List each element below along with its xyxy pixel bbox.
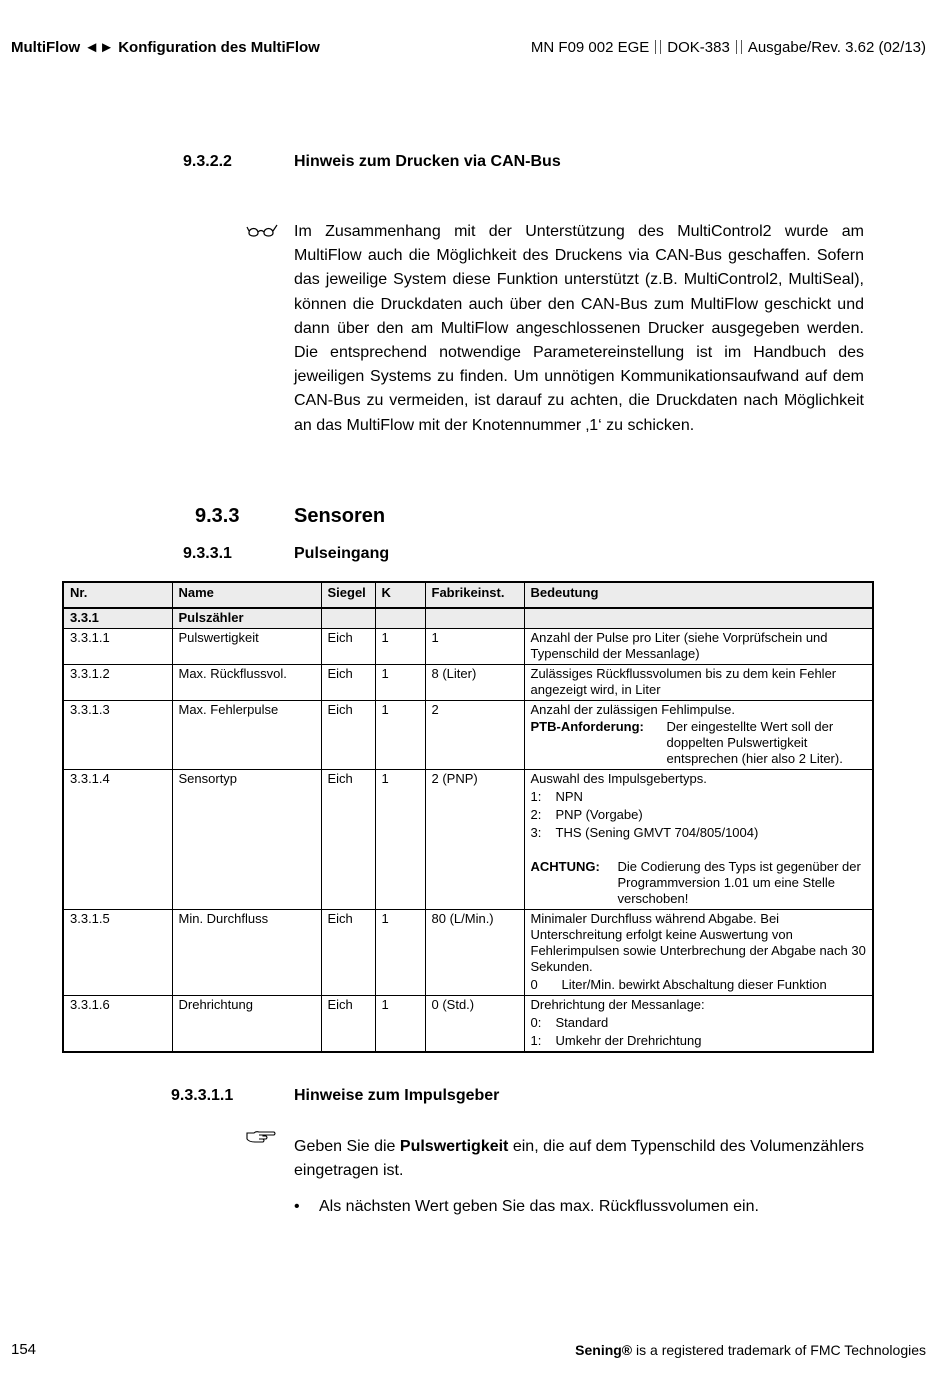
cell-bedeutung: Zulässiges Rückflussvolumen bis zu dem kein Fehler angezeigt wird, in Liter xyxy=(524,665,873,701)
meaning-text: Drehrichtung der Messanlage: xyxy=(530,997,705,1012)
note-label: PTB-Anforderung: xyxy=(530,719,644,734)
cell-siegel: Eich xyxy=(321,665,375,701)
cell-name: Max. Fehlerpulse xyxy=(172,701,321,770)
table-row xyxy=(63,910,873,996)
meaning-text: Auswahl des Impulsgebertyps. xyxy=(530,771,707,786)
section-number: 9.3.3.1 xyxy=(183,545,232,562)
cell-nr: 3.3.1.1 xyxy=(63,629,172,665)
table-row xyxy=(63,665,873,701)
ptb-note xyxy=(531,719,867,767)
page-number: 154 xyxy=(11,1341,37,1358)
impulse-hint-paragraph: Geben Sie die Pulswertigkeit ein, die auf dem Typenschild des Volumenzählers eingetragen ist. xyxy=(294,1138,864,1180)
cell-fabrikeinst: 2 xyxy=(425,701,524,770)
cell-siegel: Eich xyxy=(321,629,375,665)
cell-bedeutung xyxy=(524,910,873,996)
note-label: ACHTUNG: xyxy=(530,859,600,874)
section-title: Hinweis zum Drucken via CAN-Bus xyxy=(294,153,561,170)
cell-k: 1 xyxy=(375,665,425,701)
cell-fabrikeinst: 2 (PNP) xyxy=(425,770,524,910)
cell-fabrikeinst: 80 (L/Min.) xyxy=(425,910,524,996)
meaning-text: Minimaler Durchfluss während Abgabe. Bei Unterschreitung erfolgt keine Auswertung von Fehlerimpulsen sowie Unterbrechung der Abgabe nach 30 Sekunden. xyxy=(530,911,866,974)
cell-siegel: Eich xyxy=(321,770,375,910)
separator xyxy=(736,40,742,54)
doc-number: MN F09 002 EGE xyxy=(530,39,650,56)
cell-siegel: Eich xyxy=(321,701,375,770)
section-title: Sensoren xyxy=(294,505,386,527)
note-text: Der eingestellte Wert soll der doppelten Pulswertigkeit entsprechen (hier also 2 Liter). xyxy=(666,719,843,766)
cell-name: Min. Durchfluss xyxy=(172,910,321,996)
section-title: Hinweise zum Impulsgeber xyxy=(294,1087,500,1104)
brand: Sening® xyxy=(575,1342,633,1358)
table-header-row xyxy=(63,582,873,608)
cell-bedeutung xyxy=(524,996,873,1053)
option-item: 3: THS (Sening GMVT 704/805/1004) xyxy=(530,825,759,840)
running-header-title xyxy=(11,39,320,56)
product-name: MultiFlow xyxy=(11,39,81,56)
cell-bedeutung: Anzahl der Pulse pro Liter (siehe Vorprüfschein und Typenschild der Messanlage) xyxy=(524,629,873,665)
can-bus-paragraph: Im Zusammenhang mit der Unterstützung des MultiControl2 wurde am MultiFlow auch die Möglichkeit des Druckens via CAN-Bus geschaffen. Sofern das jeweilige System diese Funktion unterstützt (z.B. MultiControl2, MultiSeal), können die Druckdaten auch über den CAN-Bus zum MultiFlow geschickt und dann über den am MultiFlow angeschlossenen Drucker ausgegeben werden. Die entsprechend notwendige Parametereinstellung ist im Handbuch des jeweiligen Systems zu finden. Um unnötigen Kommunikationsaufwand auf dem CAN-Bus zu vermeiden, ist darauf zu achten, die Druckdaten nach Möglichkeit an das MultiFlow mit der Knotennummer ‚1‘ zu schicken. xyxy=(294,223,864,434)
cell-k: 1 xyxy=(375,701,425,770)
cell-siegel: Eich xyxy=(321,996,375,1053)
revision: Ausgabe/Rev. 3.62 (02/13) xyxy=(747,39,926,56)
option-item: 0: Standard xyxy=(530,1015,609,1030)
cell-k: 1 xyxy=(375,629,425,665)
bullet-icon: • xyxy=(294,1198,300,1215)
column-header: Siegel xyxy=(321,582,375,608)
document-reference xyxy=(531,39,926,56)
cell-k: 1 xyxy=(375,770,425,910)
option-item: 1: NPN xyxy=(530,789,583,804)
column-header: Bedeutung xyxy=(524,582,873,608)
arrows-icon: ◄► xyxy=(84,39,115,56)
cell-bedeutung xyxy=(524,770,873,910)
group-number: 3.3.1 xyxy=(63,608,172,629)
cell-fabrikeinst: 1 xyxy=(425,629,524,665)
parameter-table xyxy=(62,581,874,1053)
column-header: Nr. xyxy=(63,582,172,608)
section-number: 9.3.3 xyxy=(195,505,240,527)
cell-nr: 3.3.1.2 xyxy=(63,665,172,701)
section-number: 9.3.3.1.1 xyxy=(171,1087,234,1104)
chapter-title: Konfiguration des MultiFlow xyxy=(118,39,320,56)
table-row xyxy=(63,701,873,770)
cell-name: Pulswertigkeit xyxy=(172,629,321,665)
option-item: 2: PNP (Vorgabe) xyxy=(530,807,643,822)
cell-bedeutung xyxy=(524,701,873,770)
table-row xyxy=(63,770,873,910)
doc-id: DOK-383 xyxy=(667,39,730,56)
cell-fabrikeinst: 8 (Liter) xyxy=(425,665,524,701)
emphasis: Pulswertigkeit xyxy=(399,1138,509,1155)
cell-k: 1 xyxy=(375,996,425,1053)
option-item: 1: Umkehr der Drehrichtung xyxy=(530,1033,702,1048)
cell-nr: 3.3.1.3 xyxy=(63,701,172,770)
cell-siegel: Eich xyxy=(321,910,375,996)
table-group-row xyxy=(63,608,873,629)
cell-name: Drehrichtung xyxy=(172,996,321,1053)
list-item: • Als nächsten Wert geben Sie das max. Rückflussvolumen ein. xyxy=(294,1195,759,1219)
separator xyxy=(655,40,661,54)
column-header: Name xyxy=(172,582,321,608)
note-text: Die Codierung des Typs ist gegenüber der Programmversion 1.01 um eine Stelle verschoben! xyxy=(617,859,861,906)
option-item: 0 Liter/Min. bewirkt Abschaltung dieser Funktion xyxy=(530,977,827,992)
section-number: 9.3.2.2 xyxy=(183,153,232,170)
column-header: Fabrikeinst. xyxy=(425,582,524,608)
cell-nr: 3.3.1.6 xyxy=(63,996,172,1053)
table-row xyxy=(63,996,873,1053)
warning-note xyxy=(531,859,867,907)
meaning-text: Anzahl der zulässigen Fehlimpulse. xyxy=(530,702,735,717)
cell-name: Max. Rückflussvol. xyxy=(172,665,321,701)
glasses-icon xyxy=(246,222,278,244)
cell-nr: 3.3.1.4 xyxy=(63,770,172,910)
table-row xyxy=(63,629,873,665)
cell-name: Sensortyp xyxy=(172,770,321,910)
cell-k: 1 xyxy=(375,910,425,996)
column-header: K xyxy=(375,582,425,608)
group-name: Pulszähler xyxy=(172,608,321,629)
section-title: Pulseingang xyxy=(294,545,390,562)
cell-nr: 3.3.1.5 xyxy=(63,910,172,996)
trademark-notice: Sening® is a registered trademark of FMC Technologies xyxy=(575,1342,926,1358)
pointing-hand-icon xyxy=(246,1129,276,1149)
cell-fabrikeinst: 0 (Std.) xyxy=(425,996,524,1053)
